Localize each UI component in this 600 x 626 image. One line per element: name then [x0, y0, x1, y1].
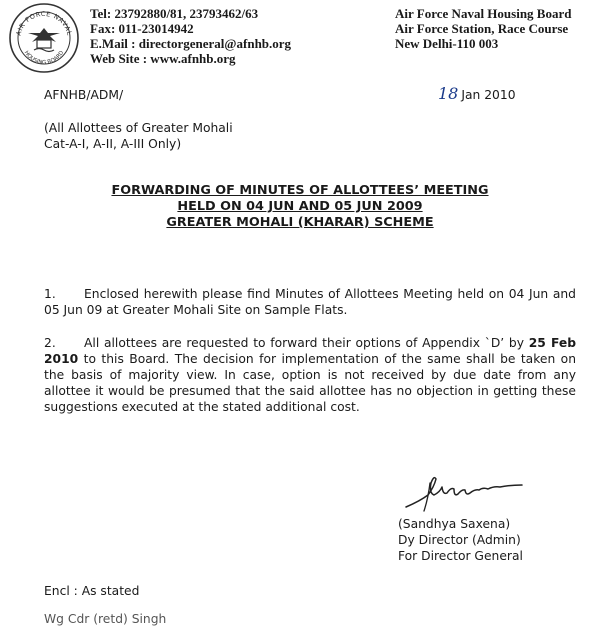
signature-icon — [398, 465, 538, 515]
paragraph-1-text: Enclosed herewith please find Minutes of Allottees Meeting held on 04 Jun and 05 Jun 09 at Greater Mohali Site on Sample Flats. — [44, 287, 576, 317]
letter-date — [438, 84, 516, 103]
organization-station: Air Force Station, Race Course — [395, 21, 569, 36]
signatory-designation: Dy Director (Admin) — [398, 533, 521, 547]
subject-line-2: HELD ON 04 JUN AND 05 JUN 2009 — [177, 199, 423, 214]
subject-heading — [0, 183, 600, 231]
subject-line-3: GREATER MOHALI (KHARAR) SCHEME — [166, 215, 434, 230]
paragraph-2-text-a: All allottees are requested to forward their options of Appendix `D’ by — [84, 336, 529, 350]
website-address: Web Site : www.afnhb.org — [90, 51, 236, 66]
paragraph-2-text-b: to this Board. The decision for implementation of the same shall be taken on the basis of majority view. In case, option is not received by due date from any allottee it would be presumed that the said allottee has no objection in getting these suggestions executed at the stated additional cost. — [44, 352, 576, 414]
paragraph-2 — [44, 335, 576, 415]
paragraph-2-deadline: 25 Feb 2010 — [44, 336, 576, 366]
enclosure-note: Encl : As stated — [44, 584, 140, 598]
contact-block — [90, 6, 291, 66]
organization-city: New Delhi-110 003 — [395, 36, 499, 51]
paragraph-2-number: 2. — [44, 336, 56, 350]
emblem-text-bottom: HOUSING BOARD — [22, 50, 66, 67]
fax-number: Fax: 011-23014942 — [90, 21, 194, 36]
organization-address — [395, 6, 571, 51]
handwritten-day: 18 — [438, 84, 459, 103]
addressee-line-1: (All Allottees of Greater Mohali — [44, 121, 233, 135]
signatory-name: (Sandhya Saxena) — [398, 517, 511, 531]
signatory-for-line: For Director General — [398, 549, 523, 563]
paragraph-1-number: 1. — [44, 287, 56, 301]
afnhb-emblem-icon — [8, 2, 80, 74]
email-address: E.Mail : directorgeneral@afnhb.org — [90, 36, 292, 51]
signatory-block — [398, 516, 523, 564]
cutoff-line: Wg Cdr (retd) Singh — [44, 612, 167, 626]
telephone-numbers: Tel: 23792880/81, 23793462/63 — [90, 6, 259, 21]
addressee-line-2: Cat-A-I, A-II, A-III Only) — [44, 137, 182, 151]
emblem-text-top: AIR FORCE NAVAL — [14, 9, 74, 37]
reference-number: AFNHB/ADM/ — [44, 88, 124, 102]
addressees — [44, 120, 233, 152]
date-month-year: Jan 2010 — [461, 88, 516, 102]
subject-line-1: FORWARDING OF MINUTES OF ALLOTTEES’ MEETING — [111, 183, 489, 198]
organization-name: Air Force Naval Housing Board — [395, 6, 572, 21]
paragraph-1 — [44, 286, 576, 318]
